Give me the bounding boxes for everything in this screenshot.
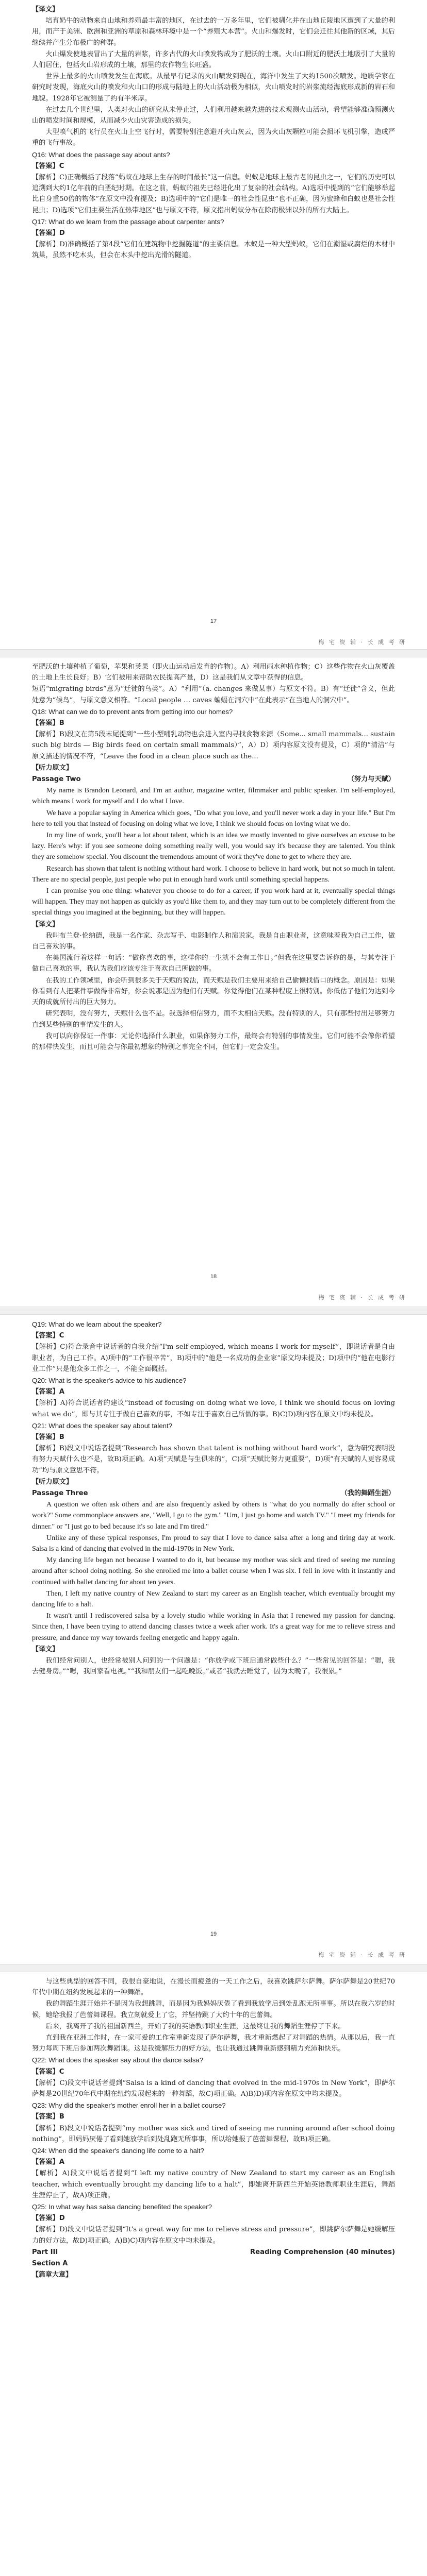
section-label: 【译文】 <box>32 6 59 13</box>
explanation-paragraph: 【解析】A)段文中说话者提到“I left my native country of New Zealand to start my career as an English teacher, which eventually brought my dancing life to a halt”，即她离开新西兰开始英语教师职业生涯后，舞蹈生涯停止了，故A)项正确。 <box>32 2170 395 2199</box>
answer: 【答案】A <box>32 2158 64 2166</box>
question: Q22: What does the speaker say about the dance salsa? <box>32 2056 204 2064</box>
section-heading <box>32 1488 395 1499</box>
section-heading-left: 【听力原文】 <box>32 1478 73 1486</box>
english-paragraph: Then, I left my native country of New Zealand to start my career as an English teacher, which eventually brought my dancing life to a halt. <box>32 1589 395 1609</box>
answer: 【答案】C <box>32 162 64 170</box>
page-separator <box>0 1307 427 1315</box>
page-separator <box>0 649 427 657</box>
answer: 【答案】B <box>32 719 64 727</box>
question: Q16: What does the passage say about ants? <box>32 150 170 159</box>
section-heading-left: Passage Two <box>32 775 81 784</box>
question: Q23: Why did the speaker's mother enroll her in a ballet course? <box>32 2102 226 2110</box>
answer: 【答案】C <box>32 1332 64 1340</box>
english-paragraph: It wasn't until I rediscovered salsa by a lovely studio while working in Asia that I renewed my passion for dancing. Since then, I have been trying to attend dancing classes twice a week after work. It's a great way for me to relieve stress and pressure, and dance my way towards feeling energetic and happy again. <box>32 1612 395 1642</box>
paragraph: 在美国流行着这样一句话：“做你喜欢的事，这样你的一生就不会有工作日。”但我在这里要告诉你的是，与其专注于做自己喜欢的事，我认为我们应该专注于喜欢自己所做的事。 <box>32 954 395 973</box>
explanation-paragraph: 【解析】B)段文在第5段末尾提到“一些小型哺乳动物也会进入室内寻找食物来源（Some... small mammals... sustain such big birds — Big birds feed on certain small mammals）”，A）D）项内容原文没有提及，C）项的“清洁”与原文描述的情况不符，“Leave the food in a clean place such as the... <box>32 731 395 760</box>
page-number: 18 <box>210 1274 217 1280</box>
page-3-content <box>32 1319 395 1678</box>
question: Q24: When did the speaker's dancing life come to a halt? <box>32 2147 204 2155</box>
page-4-content <box>32 1976 395 2281</box>
section-heading <box>32 774 395 785</box>
page-1 <box>0 0 427 655</box>
page-footer-brand: 梅 宅 资 辅 · 长 成 考 研 <box>318 1294 406 1301</box>
paragraph: 在我的工作领域里，你会听到很多关于天赋的说法，而天赋是我们主要用来给自己偷懒找借口的概念。原因是：如果你看到有人把某件事做得非常好，你会说那是因为他们有天赋。你觉得他们在某种程度上很特别。你低估了他们为达到今天的成就所付出的巨大努力。 <box>32 976 395 1007</box>
page-number: 17 <box>210 618 217 624</box>
answer: 【答案】B <box>32 1433 64 1442</box>
question: Q19: What do we learn about the speaker? <box>32 1320 162 1328</box>
explanation-paragraph: 【解析】B)段文中说话者提到“Research has shown that talent is nothing without hard work”，意为研究表明没有努力天赋什么也不是，故B)项正确。A)项“天赋是与生俱来的”，C)项“天赋比努力更重要”，D)项“有天赋的人更容易成功”均与原文意思不符。 <box>32 1445 395 1475</box>
question: Q18: What can we do to prevent ants from getting into our homes? <box>32 707 233 716</box>
english-paragraph: Unlike any of these typical responses, I'm proud to say that I love to dance salsa after a long and tiring day at work. Salsa is a kind of dancing that evolved in the mid-1970s in New York. <box>32 1534 395 1553</box>
explanation-paragraph: 【解析】D)段文中说话者提到“It's a great way for me to relieve stress and pressure”，即跳萨尔萨舞是她缓解压力的好方法，故D)项正确。A)B)C)项内容在原文中均未提及。 <box>32 2226 395 2245</box>
answer: 【答案】C <box>32 2067 64 2076</box>
english-paragraph: Research has shown that talent is nothing without hard work. I choose to believe in hard work, but not so much in talent. There are no special people, just people who put in enough hard work until something special happens. <box>32 865 395 884</box>
explanation-paragraph: 至肥沃的土壤种植了葡萄，苹果和荚果（即火山运动后发育的作物）。A）利用雨水种植作物；C）这些作物在火山灰覆盖的土地上生长良好；B）它们被用来帮助农民提高产量，D）这是我们从文章中获得的信息。 <box>32 663 395 682</box>
explanation-paragraph: 【解析】A)符合说话者的建议“instead of focusing on doing what we love, I think we should focus on loving what we do”，即与其专注于做自己喜欢的事，不如专注于喜欢自己所做的事。B)C)D)项内容在原文中均未提及。 <box>32 1399 395 1418</box>
section-heading-right: （我的舞蹈生涯） <box>340 1489 395 1498</box>
question: Q20: What is the speaker's advice to his audience? <box>32 1377 187 1385</box>
page-footer-brand: 梅 宅 资 辅 · 长 成 考 研 <box>318 639 406 646</box>
section-label: Section A <box>32 2260 68 2268</box>
page-separator <box>0 1964 427 1972</box>
answer: 【答案】B <box>32 2113 64 2121</box>
english-paragraph: My dancing life began not because I wanted to do it, but because my mother was sick and tired of seeing me running around after school doing nothing. So she enrolled me into a ballet course when I was six. I fell in love with it instantly and continued with ballet dancing for about ten years. <box>32 1556 395 1586</box>
paragraph: 大型喷气机的飞行员在火山上空飞行时，需要特别注意避开火山灰云，因为火山灰颗粒可能会损坏飞机引擎，造成严重的飞行事故。 <box>32 128 395 147</box>
english-paragraph: A question we often ask others and are also frequently asked by others is "what do you normally do after school or work?" Some commonplace answers are, "Well, I go to the gym." "Um, I just go home and watch TV." "I meet my friends for dinner." or "I just go to bed because it's so late and I'm tired." <box>32 1501 395 1531</box>
section-heading-left: Part III <box>32 2248 58 2256</box>
page-2 <box>0 657 427 1313</box>
paragraph: 我可以向你保证一件事：无论你选择什么职业，如果你努力工作，最终会有特别的事情发生。它们可能不会像你希望的那样快发生，而且可能会与你最初想象的特别之事完全不同，但它们一定会发生。 <box>32 1032 395 1051</box>
explanation-paragraph: 【解析】B)段文中说话者提到“my mother was sick and tired of seeing me running around after school doing nothing”，即妈妈厌倦了看到她放学后到处乱跑无所事事，所以给她报了芭蕾舞课程，故B)项正确。 <box>32 2124 395 2143</box>
page-4 <box>0 1972 427 2576</box>
section-heading <box>32 762 395 773</box>
paragraph: 我叫布兰登·伦纳德，我是一名作家、杂志写手、电影制作人和演说家。我是自由职业者，这意味着我为自己工作，做自己喜欢的事。 <box>32 931 395 951</box>
question: Q17: What do we learn from the passage about carpenter ants? <box>32 217 224 226</box>
section-label: 【译文】 <box>32 920 59 928</box>
explanation-paragraph: 【解析】D)准确概括了第4段“它们在建筑物中挖掘隧道”的主要信息。木蚁是一种大型蚂蚁，它们在潮湿或腐烂的木材中筑巢，虽然不吃木头，但会在木头中挖出光滑的隧道。 <box>32 241 395 260</box>
section-label: 【篇章大意】 <box>32 2271 73 2279</box>
paragraph: 在过去几个世纪里，人类对火山的研究从未停止过，人们利用越来越先进的技术观测火山活动，希望能够准确预测火山的喷发时间和规模，从而减少火山灾害造成的损失。 <box>32 106 395 125</box>
paragraph: 世界上最多的火山喷发发生在海底。从最早有记录的火山喷发到现在，海洋中发生了大约1500次喷发。地质学家在研究时发现，海底火山的喷发和火山口的形成与陆地上的火山活动极为相似，火山喷发时的岩浆流经海底形成新的岩石和地貌。1928年它被测量了约有半米厚。 <box>32 73 395 103</box>
page-1-content <box>32 4 395 262</box>
english-paragraph: We have a popular saying in America which goes, "Do what you love, and you'll never work a day in your life." But I'm here to tell you that instead of focusing on doing what we love, I think we should focus on loving what we do. <box>32 809 395 828</box>
question: Q21: What does the speaker say about talent? <box>32 1421 172 1430</box>
english-paragraph: My name is Brandon Leonard, and I'm an author, magazine writer, filmmaker and public speaker. I'm self-employed, which means I work for myself and I do what I love. <box>32 787 395 806</box>
answer: 【答案】A <box>32 1388 64 1396</box>
explanation-paragraph: 【解析】C)正确概括了段落“蚂蚁在地球上生存的时间最长”这一信息。蚂蚁是地球上最古老的昆虫之一，它们的历史可以追溯到大约1亿年前的白垩纪时期。在这之前，蚂蚁的祖先已经进化出了复杂的社会结构。A)选项中提到的“它们能够举起比自身重50倍的物体”在原文中没有提及；B)选项中的“它们是唯一的社会性昆虫”也不正确，因为蜜蜂和白蚁也是社会性昆虫；D)选项“它们主要生活在热带地区”也与原文不符，原文指出蚂蚁分布在除南极洲以外的所有大陆上。 <box>32 174 395 214</box>
paragraph: 直到我在亚洲工作时，在一家可爱的工作室重新发现了萨尔萨舞，我才重新燃起了对舞蹈的热情。从那以后，我一直努力每周下班后参加两次舞蹈课。这是我缓解压力的好方法，也让我通过跳舞重新感到精力充沛和快乐。 <box>32 2034 395 2053</box>
english-paragraph: I can promise you one thing: whatever you choose to do for a career, if you work hard at it, eventually special things will happen. They may not happen as quickly as you'd like them to, and they may turn out to be completely different from the special things you imagined at the beginning, but they will happen. <box>32 887 395 917</box>
paragraph: 我的舞蹈生涯开始并不是因为我想跳舞，而是因为我妈妈厌倦了看到我放学后到处乱跑无所事事。所以在我六岁的时候，她给我报了芭蕾舞课程。我立刻就爱上了它，并坚持跳了大约十年的芭蕾舞。 <box>32 2000 395 2019</box>
section-heading-right: Reading Comprehension (40 minutes) <box>250 2248 395 2256</box>
section-heading <box>32 2247 395 2258</box>
answer: 【答案】D <box>32 229 65 238</box>
section-heading-right: （努力与天赋） <box>347 775 395 784</box>
question: Q25: In what way has salsa dancing benefited the speaker? <box>32 2203 212 2211</box>
english-paragraph: In my line of work, you'll hear a lot about talent, which is an idea we mostly invented to give ourselves an excuse to be lazy. Here's why: if you see someone doing something really well, you would say it's because they are talented. You think they are somehow special. You discount the tremendous amount of work they've done to get to where they are. <box>32 832 395 861</box>
section-heading-left: Passage Three <box>32 1489 88 1498</box>
section-heading <box>32 1477 395 1487</box>
page-footer-brand: 梅 宅 资 辅 · 长 成 考 研 <box>318 1952 406 1958</box>
section-heading-left: 【听力原文】 <box>32 764 73 772</box>
paragraph: 后来，我离开了我的祖国新西兰，开始了我的英语教师职业生涯，这最终让我的舞蹈生涯停了下来。 <box>45 2022 345 2030</box>
explanation-paragraph: 短语“migrating birds”意为“迁徙的鸟类”。A）“利用”（a. changes 来做某事）与原文不符。B）有“迁徙”含义，但此处意为“候鸟”，与原文意义相符。“Local people … caves 蝙蝠在洞穴中”在此表示“在当地人的洞穴中”。 <box>32 685 395 704</box>
page-3 <box>0 1315 427 1970</box>
section-label: 【译文】 <box>32 1645 59 1653</box>
page-number: 19 <box>210 1931 217 1937</box>
paragraph: 研究表明，没有努力，天赋什么也不是。我选择相信努力，而不太相信天赋。没有特别的人，只有那些付出足够努力直到某些特别的事情发生的人。 <box>32 1010 395 1029</box>
answer: 【答案】D <box>32 2214 65 2223</box>
explanation-paragraph: 【解析】C)段文中说话者提到“Salsa is a kind of dancing that evolved in the mid-1970s in New York”，即萨尔萨舞是20世纪70年代中期在纽约发展起来的一种舞蹈，故C)项正确。A)B)D)项内容在原文中均未提及。 <box>32 2079 395 2098</box>
paragraph: 我们经常问别人，也经常被别人问到的一个问题是：“你放学或下班后通常做些什么？”一些常见的回答是：“嗯，我去健身房。”“嗯，我回家看电视。”“我和朋友们一起吃晚饭。”或者“我就去睡觉了，因为太晚了，我很累。” <box>32 1657 395 1676</box>
page-2-content <box>32 662 395 1053</box>
paragraph: 与这些典型的回答不同，我很自豪地说，在漫长而疲惫的一天工作之后，我喜欢跳萨尔萨舞。萨尔萨舞是20世纪70年代中期在纽约发展起来的一种舞蹈。 <box>32 1978 395 1997</box>
explanation-paragraph: 【解析】C)符合录音中说话者的自我介绍“I'm self-employed, which means I work for myself”，即说话者是自由职业者，为自己工作。A)项中的“工作很辛苦”，B)项中的“他是一名成功的企业家”原文均未提及；D)项中的“他在电影行业工作”只是他众多工作之一，不能全面概括。 <box>32 1343 395 1373</box>
paragraph: 培育奶牛的动物来自山地和养殖最丰富的地区，在过去的一万多年里，它们被驯化并在山地丘陵地区遭到了大量的利用，而产于美洲、欧洲和亚洲的草原和森林环境中是一个“养殖大本营”。火山和爆发时，它们会迁往其他新的区域，其后继续并产生分布极广的种群。 <box>32 17 395 47</box>
paragraph: 火山爆发使地表冒出了大量的岩浆，许多古代的火山喷发物成为了肥沃的土壤。火山口附近的肥沃土地吸引了大量的人们居住，包括火山岩形成的土壤，那里的农作物生长旺盛。 <box>32 50 395 70</box>
